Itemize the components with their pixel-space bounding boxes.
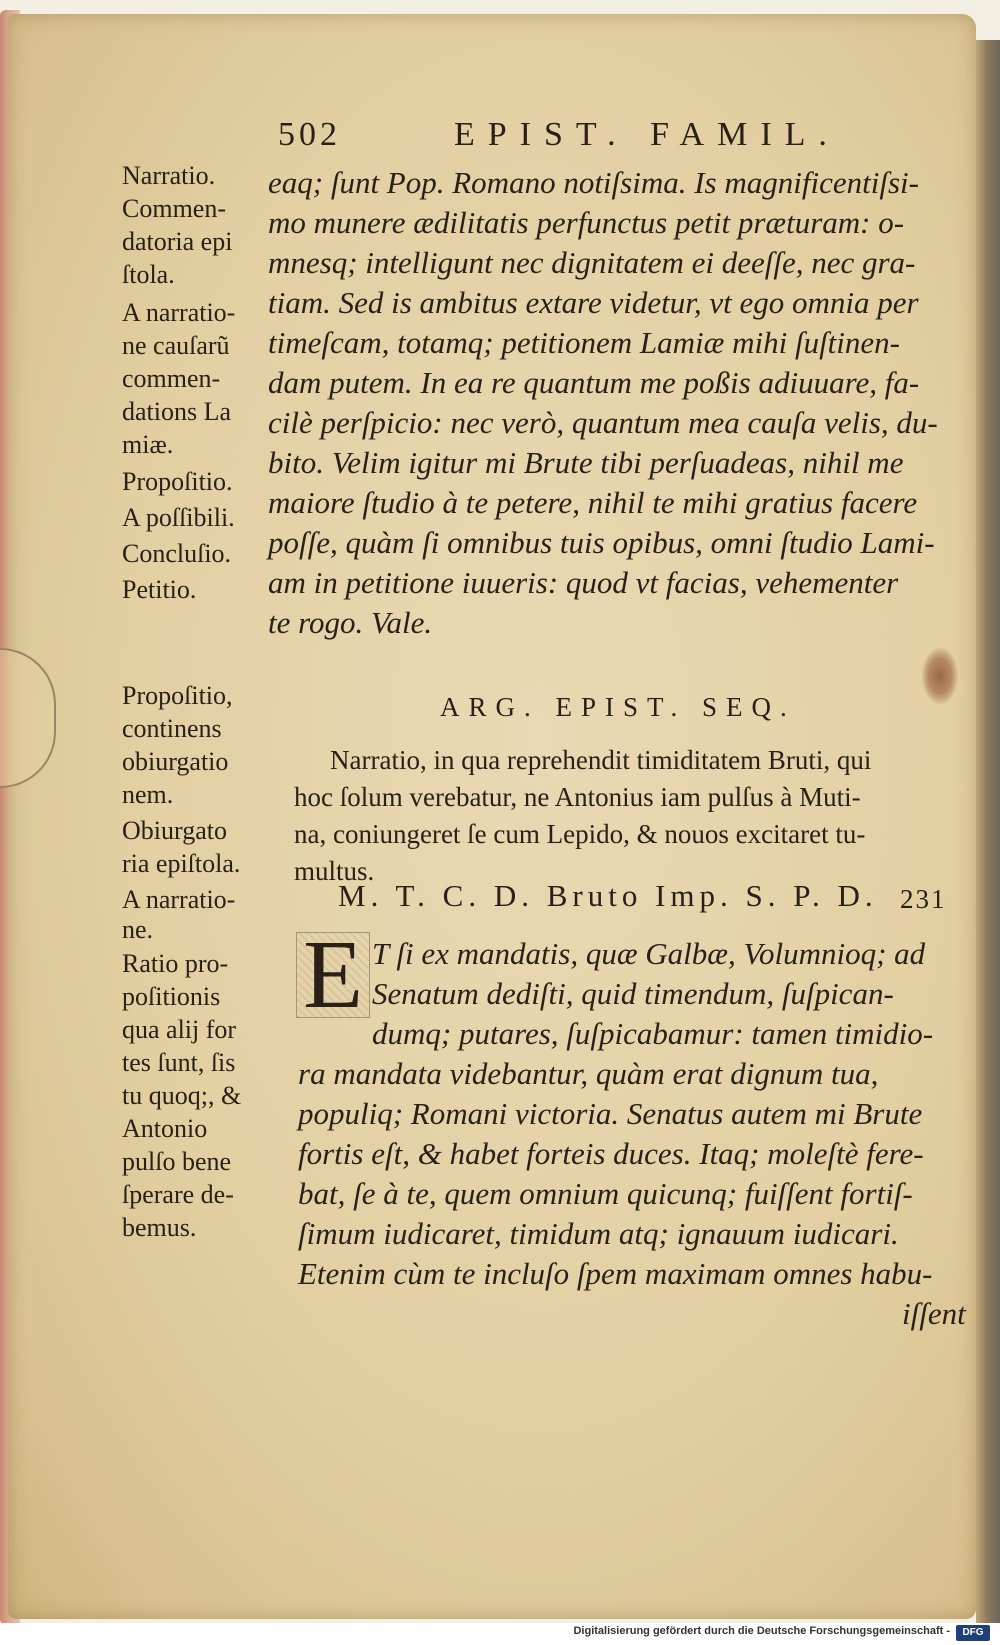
margin-note-antonio: Antonio: [122, 1114, 208, 1143]
argument-heading: ARG. EPIST. SEQ.: [440, 692, 796, 722]
text-line: fortis eſt, & habet forteis duces. Itaq; moleſtè fere-: [298, 1136, 924, 1171]
margin-note-petitio: Petitio.: [122, 575, 197, 604]
margin-note-continens: continens: [122, 714, 222, 743]
running-title: EPIST. FAMIL.: [454, 116, 840, 153]
argument-line: Narratio, in qua reprehendit timiditatem Bruti, qui: [330, 745, 872, 775]
dfg-logo-icon: DFG: [956, 1625, 990, 1641]
drop-cap: E: [296, 932, 370, 1018]
margin-note-obiurgatio: obiurgatio: [122, 747, 229, 776]
text-line: am in petitione iuueris: quod vt facias, vehementer: [268, 565, 899, 600]
margin-note-stola: ſtola.: [122, 260, 175, 289]
text-line: T ſi ex mandatis, quæ Galbæ, Volumnioq; ad: [372, 936, 926, 971]
margin-note-tes-sunt: tes ſunt, ſis: [122, 1048, 236, 1077]
margin-note-positionis: poſitionis: [122, 982, 221, 1011]
argument-line: na, coniungeret ſe cum Lepido, & nouos excitaret tu-: [294, 819, 866, 849]
margin-note-tu-quoq: tu quoq;, &: [122, 1081, 242, 1110]
margin-note-ria-epistola: ria epiſtola.: [122, 849, 241, 878]
text-line: eaq; ſunt Pop. Romano notiſsima. Is magnificentiſsi-: [268, 165, 919, 200]
margin-note-commen-2: commen-: [122, 364, 221, 393]
letter-salutation: M. T. C. D. Bruto Imp. S. P. D.: [338, 878, 878, 913]
catchword: iſſent: [902, 1296, 966, 1331]
paper-stain: [922, 648, 958, 704]
margin-note-a-narratione-2: A narratio-: [122, 885, 236, 914]
running-head: [278, 116, 878, 162]
margin-note-ne: ne.: [122, 915, 154, 944]
margin-note-commen: Commen-: [122, 194, 226, 223]
text-line: timeſcam, totamq; petitionem Lamiæ mihi ſuſtinen-: [268, 325, 900, 360]
margin-note-ratio: Ratio pro-: [122, 949, 229, 978]
text-line: Senatum dediſti, quid timendum, ſuſpican-: [372, 976, 894, 1011]
margin-note-datoria: datoria epi: [122, 227, 233, 256]
text-line: Etenim cùm te incluſo ſpem maximam omnes habu-: [298, 1256, 933, 1291]
page-edge-right: [976, 40, 1000, 1630]
margin-note-propositio-2: Propoſitio,: [122, 681, 233, 710]
margin-note-qua-alij: qua alij for: [122, 1015, 237, 1044]
text-line: ſimum iudicaret, timidum atq; ignauum iudicari.: [298, 1216, 899, 1251]
letter-number: 231: [900, 884, 947, 914]
argument-line: hoc ſolum verebatur, ne Antonius iam pulſus à Muti-: [294, 782, 861, 812]
margin-note-sperare: ſperare de-: [122, 1180, 234, 1209]
margin-note-miae: miæ.: [122, 430, 174, 459]
text-line: bito. Velim igitur mi Brute tibi perſuadeas, nihil me: [268, 445, 904, 480]
text-line: dam putem. In ea re quantum me poßis adiuuare, fa-: [268, 365, 920, 400]
text-line: populiq; Romani victoria. Senatus autem mi Brute: [298, 1096, 923, 1131]
margin-note-propositio: Propoſitio.: [122, 467, 233, 496]
margin-note-dations: dations La: [122, 397, 232, 426]
margin-note-obiurgato: Obiurgato: [122, 816, 227, 845]
text-line: maiore ſtudio à te petere, nihil te mihi gratius facere: [268, 485, 918, 520]
margin-note-narratio: Narratio.: [122, 161, 216, 190]
margin-note-a-narratione: A narratio-: [122, 298, 236, 327]
margin-note-causarum: ne cauſarũ: [122, 331, 230, 360]
funding-notice: Digitalisierung gefördert durch die Deutsche Forschungsgemeinschaft -: [573, 1625, 950, 1637]
text-line: mnesq; intelligunt nec dignitatem ei deeſſe, nec gra-: [268, 245, 916, 280]
page-number: 502: [278, 116, 341, 153]
text-line: tiam. Sed is ambitus extare videtur, vt ego omnia per: [268, 285, 919, 320]
text-line: poſſe, quàm ſi omnibus tuis opibus, omni ſtudio Lami-: [268, 525, 935, 560]
text-line: ra mandata videbantur, quàm erat dignum tua,: [298, 1056, 879, 1091]
text-line-vale: te rogo. Vale.: [268, 605, 433, 640]
margin-note-bemus: bemus.: [122, 1213, 197, 1242]
text-line: bat, ſe à te, quem omnium quicunq; fuiſſent fortiſ-: [298, 1176, 913, 1211]
text-line: mo munere ædilitatis perfunctus petit præturam: o-: [268, 205, 905, 240]
margin-note-conclusio: Concluſio.: [122, 539, 232, 568]
margin-note-nem: nem.: [122, 780, 174, 809]
text-line: cilè perſpicio: nec verò, quantum mea cauſa velis, du-: [268, 405, 938, 440]
argument-line: multus.: [294, 856, 375, 886]
margin-note-pulso: pulſo bene: [122, 1147, 232, 1176]
text-line: dumq; putares, ſuſpicabamur: tamen timidio-: [372, 1016, 934, 1051]
margin-note-a-possibili: A poſſibili.: [122, 503, 235, 532]
